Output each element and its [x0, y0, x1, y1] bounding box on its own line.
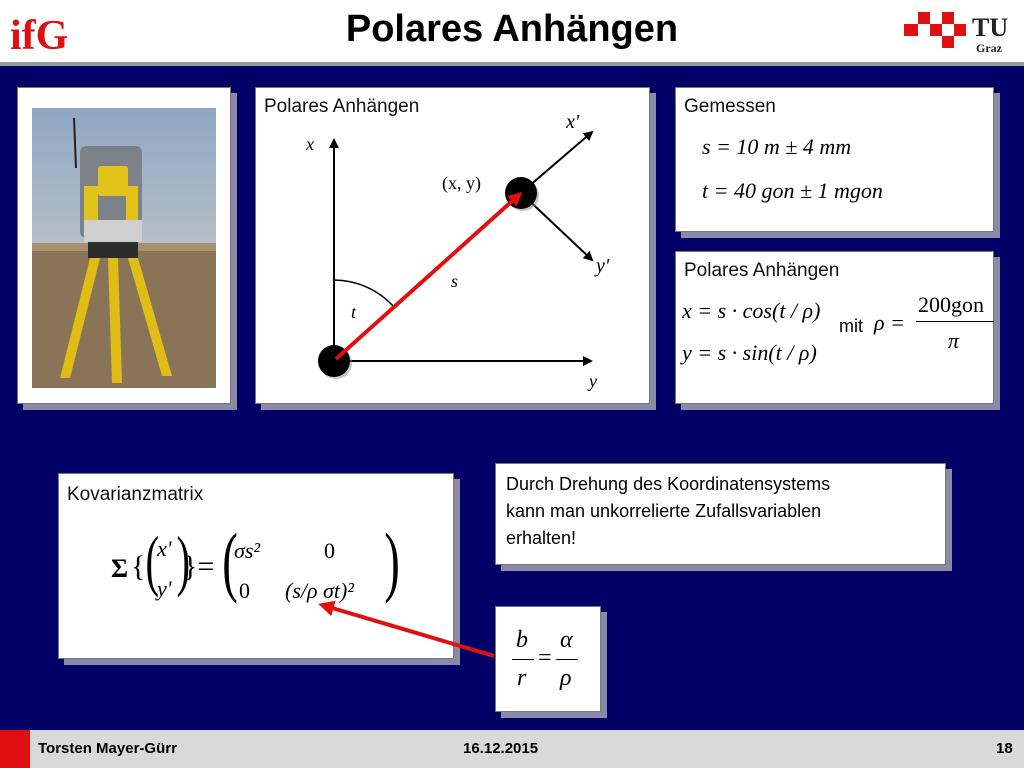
paren-matrix-left: ( [222, 517, 238, 604]
note-line-1: Durch Drehung des Koordinatensystems [506, 474, 831, 494]
vector-top: x' [157, 536, 172, 561]
polar-label: Polares Anhängen [684, 260, 840, 281]
total-station-photo [18, 88, 230, 403]
note-panel [495, 463, 946, 565]
rho-numerator: 200gon [918, 292, 984, 317]
matrix-22: (s/ρ σt)² [285, 578, 354, 603]
matrix-21: 0 [239, 578, 250, 603]
ratio-equals: = [538, 645, 552, 671]
distance-label: s [451, 271, 459, 291]
brace-right: }= [183, 550, 215, 583]
covariance-panel [58, 473, 454, 659]
distance-arrow [336, 194, 520, 359]
ratio-den-left: r [517, 665, 527, 691]
measured-distance: s = 10 m ± 4 mm [702, 134, 852, 159]
header-rule [0, 62, 1024, 66]
footer-author: Torsten Mayer-Gürr [38, 740, 177, 757]
ratio-num-right: α [560, 627, 573, 653]
point-label: (x, y) [442, 173, 481, 193]
footer-date: 16.12.2015 [463, 740, 539, 757]
polar-diagram [256, 88, 649, 403]
note-line-2: kann man unkorrelierte Zufallsvariablen [506, 501, 822, 521]
footer-accent [0, 730, 30, 768]
rotated-y-label: y' [596, 255, 610, 277]
rho-lhs: ρ = [874, 310, 905, 335]
axis-y-label: y [589, 371, 597, 391]
svg-text:ifG: ifG [10, 13, 69, 57]
brace-left: { [131, 550, 146, 583]
measured-panel [675, 87, 994, 232]
equation-x: x = s · cos(t / ρ) [682, 298, 821, 323]
polar-equations-panel [675, 251, 994, 404]
mit-label: mit [839, 316, 863, 336]
matrix-11: σs² [234, 538, 261, 563]
sigma-symbol: Σ [111, 554, 128, 583]
slide-title: Polares Anhängen [345, 8, 679, 50]
svg-text:TU: TU [972, 13, 1009, 42]
vector-bottom: y' [157, 576, 172, 601]
matrix-12: 0 [324, 538, 335, 563]
rho-fraction-bar [916, 321, 994, 322]
rotated-x-label: x' [566, 111, 580, 133]
tu-graz-logo [900, 6, 1018, 56]
angle-arc [334, 280, 394, 307]
note-line-3: erhalten! [506, 528, 577, 548]
paren-vec-right: ) [176, 522, 191, 598]
ratio-bar-right [556, 659, 578, 660]
measured-angle: t = 40 gon ± 1 mgon [702, 178, 883, 203]
ratio-bar-left [512, 659, 534, 660]
polar-diagram-panel [255, 87, 650, 404]
paren-vec-left: ( [145, 522, 160, 598]
photo-panel [17, 87, 231, 404]
angle-label: t [351, 302, 357, 322]
ratio-num-left: b [516, 627, 528, 653]
page-number: 18 [996, 740, 1013, 757]
covariance-label: Kovarianzmatrix [67, 484, 204, 505]
measured-label: Gemessen [684, 96, 776, 117]
rho-denominator: π [948, 328, 960, 353]
axis-x-label: x [306, 134, 314, 154]
ratio-panel [495, 606, 601, 712]
ratio-den-right: ρ [560, 665, 572, 691]
equation-y: y = s · sin(t / ρ) [682, 340, 817, 365]
paren-matrix-right: ) [384, 517, 400, 604]
svg-text:Graz: Graz [976, 41, 1002, 55]
diagram-label: Polares Anhängen [264, 96, 420, 117]
